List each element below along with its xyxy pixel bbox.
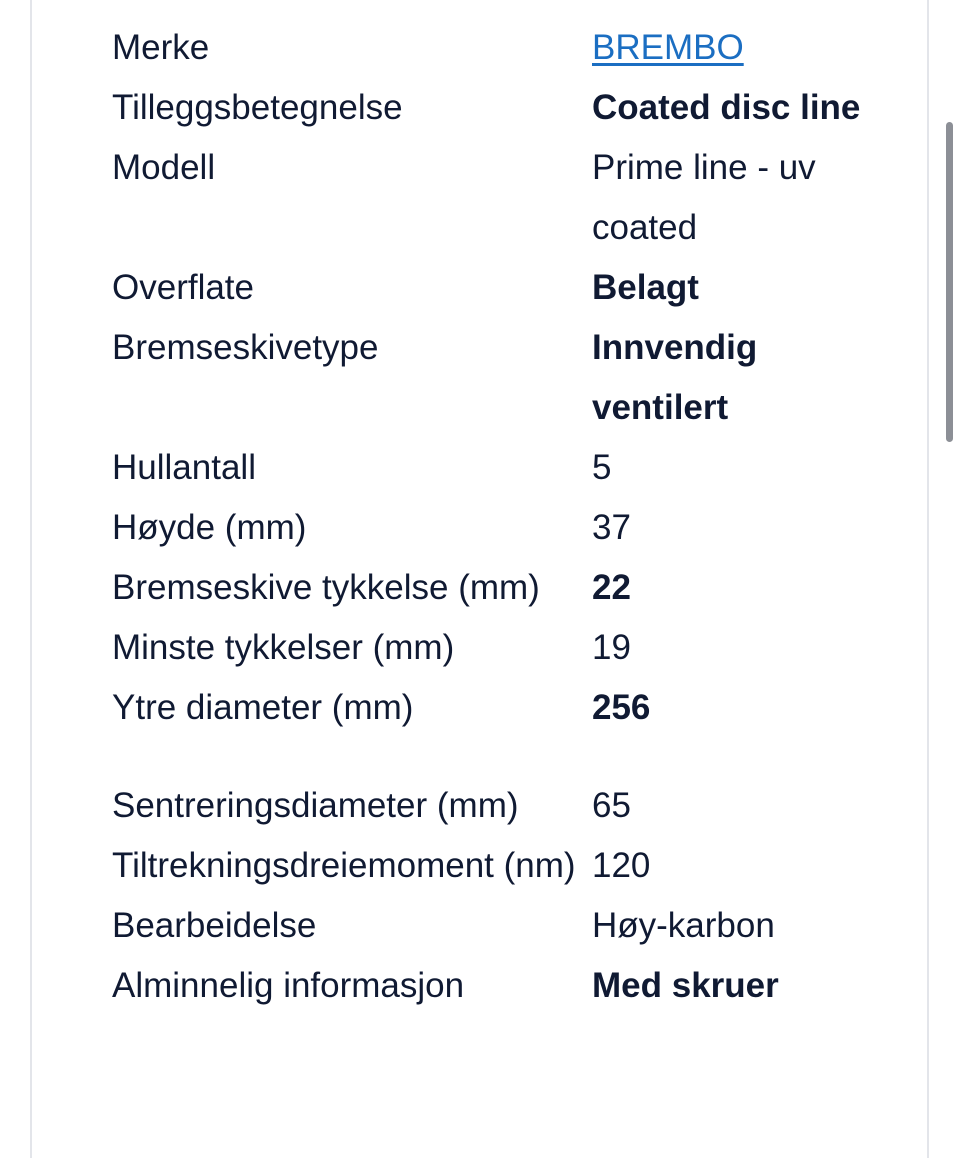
spec-value: 5 bbox=[592, 448, 612, 487]
spec-row-bearbeidelse bbox=[112, 896, 902, 956]
spec-label: Tilleggsbetegnelse bbox=[112, 88, 403, 127]
spec-label: Bremseskivetype bbox=[112, 328, 379, 367]
spec-label: Overflate bbox=[112, 268, 254, 307]
spec-label: Hullantall bbox=[112, 448, 256, 487]
spec-table bbox=[112, 18, 902, 1016]
spec-value: 37 bbox=[592, 508, 631, 547]
brand-link[interactable]: BREMBO bbox=[592, 28, 744, 67]
spec-value: Innvendig ventilert bbox=[592, 328, 758, 427]
spec-value: 22 bbox=[592, 568, 631, 607]
spec-label: Sentreringsdiameter (mm) bbox=[112, 786, 519, 825]
spec-value: Prime line - uv coated bbox=[592, 148, 816, 247]
spec-value: Høy-karbon bbox=[592, 906, 775, 945]
spec-row-modell bbox=[112, 138, 902, 258]
spec-value: 256 bbox=[592, 688, 651, 727]
spec-row-ytre-diameter bbox=[112, 678, 902, 738]
spec-label: Modell bbox=[112, 148, 216, 187]
spec-row-bremseskive-tykkelse bbox=[112, 558, 902, 618]
spec-row-minste-tykkelser bbox=[112, 618, 902, 678]
spec-row-sentreringsdiameter bbox=[112, 738, 902, 836]
spec-row-tiltrekningsdreiemoment bbox=[112, 836, 902, 896]
product-spec-card bbox=[30, 0, 929, 1158]
spec-value: 65 bbox=[592, 786, 631, 825]
spec-label: Minste tykkelser (mm) bbox=[112, 628, 455, 667]
spec-value: Coated disc line bbox=[592, 88, 861, 127]
spec-value: Med skruer bbox=[592, 966, 779, 1005]
spec-label: Bearbeidelse bbox=[112, 906, 317, 945]
spec-row-hoyde bbox=[112, 498, 902, 558]
spec-row-alminnelig-informasjon bbox=[112, 956, 902, 1016]
spec-label: Høyde (mm) bbox=[112, 508, 307, 547]
spec-label: Merke bbox=[112, 28, 210, 67]
spec-label: Tiltrekningsdreiemoment (nm) bbox=[112, 846, 576, 885]
vertical-scrollbar[interactable] bbox=[946, 122, 953, 442]
spec-row-tilleggsbetegnelse bbox=[112, 78, 902, 138]
spec-row-merke bbox=[112, 18, 902, 78]
spec-label: Ytre diameter (mm) bbox=[112, 688, 414, 727]
spec-label: Alminnelig informasjon bbox=[112, 966, 465, 1005]
spec-row-overflate bbox=[112, 258, 902, 318]
spec-row-hullantall bbox=[112, 438, 902, 498]
spec-value: 19 bbox=[592, 628, 631, 667]
spec-value: Belagt bbox=[592, 268, 699, 307]
spec-value: 120 bbox=[592, 846, 651, 885]
spec-label: Bremseskive tykkelse (mm) bbox=[112, 568, 540, 607]
spec-row-bremseskivetype bbox=[112, 318, 902, 438]
